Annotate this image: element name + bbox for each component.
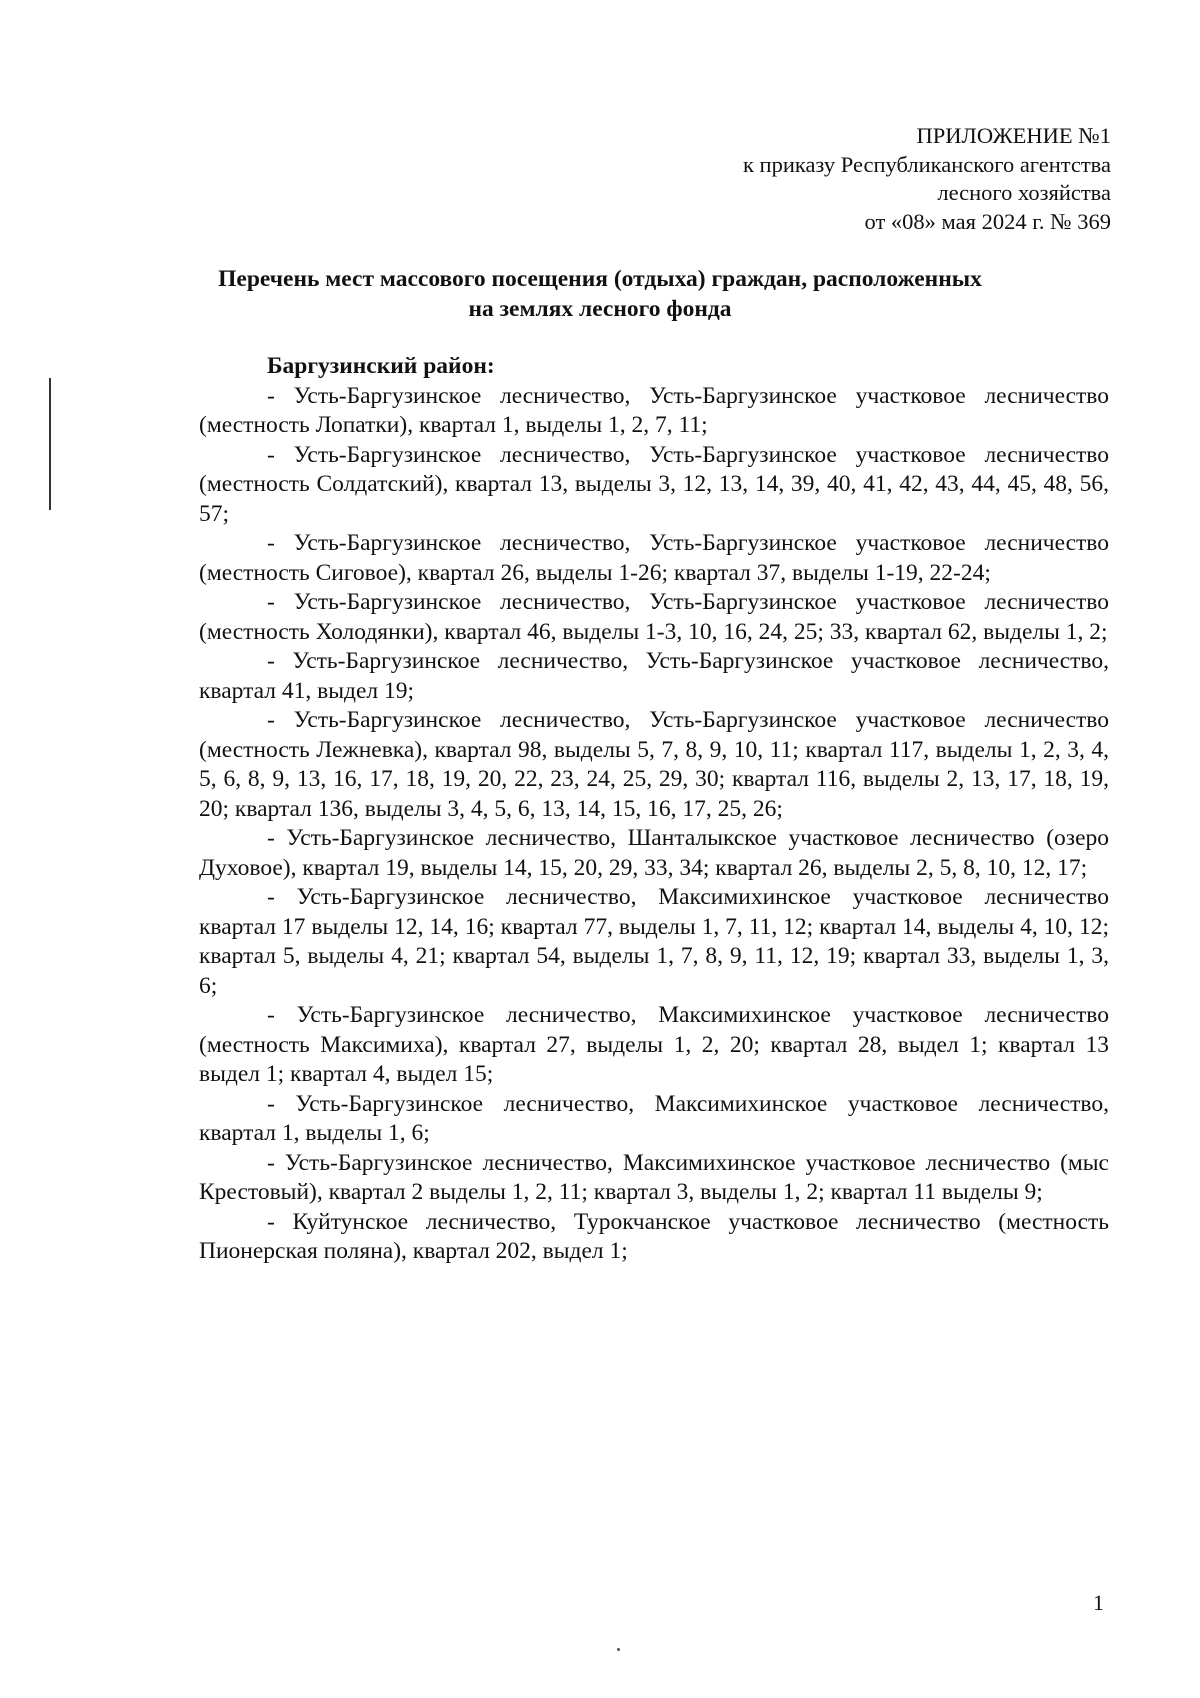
list-item: - Усть-Баргузинское лесничество, Усть-Баргузинское участковое лесничество (местность Лопатки), квартал 1, выделы 1, 2, 7, 11;: [199, 382, 1109, 438]
appendix-number: ПРИЛОЖЕНИЕ №1: [916, 123, 1111, 148]
agency-name: лесного хозяйства: [937, 180, 1111, 205]
document-body: [199, 352, 1109, 1267]
list-item: - Усть-Баргузинское лесничество, Максимихинское участковое лесничество квартал 17 выделы 12, 14, 16; квартал 77, выделы 1, 7, 11, 12; квартал 14, выделы 4, 10, 12; квартал 5, выделы 4, 21; квартал 54, выделы 1, 7, 8, 9, 11, 12, 19; квартал 33, выделы 1, 3, 6;: [199, 884, 1109, 999]
list-item: - Усть-Баргузинское лесничество, Усть-Баргузинское участковое лесничество, квартал 41, выдел 19;: [199, 648, 1109, 704]
list-item: - Усть-Баргузинское лесничество, Усть-Баргузинское участковое лесничество (местность Сиговое), квартал 26, выделы 1-26; квартал 37, выделы 1-19, 22-24;: [199, 530, 1109, 586]
order-date-number: от «08» мая 2024 г. № 369: [864, 208, 1111, 234]
list-item: - Усть-Баргузинское лесничество, Максимихинское участковое лесничество, квартал 1, выделы 1, 6;: [199, 1090, 1109, 1146]
appendix-header: [743, 122, 1111, 236]
scan-margin-mark: [49, 424, 51, 510]
list-item: - Усть-Баргузинское лесничество, Усть-Баргузинское участковое лесничество (местность Холодянки), квартал 46, выделы 1-3, 10, 16, 24, 25; 33, квартал 62, выделы 1, 2;: [199, 589, 1109, 645]
document-title: [0, 264, 1200, 324]
list-item: - Усть-Баргузинское лесничество, Усть-Баргузинское участковое лесничество (местность Солдатский), квартал 13, выделы 3, 12, 13, 14, 39, 40, 41, 42, 43, 44, 45, 48, 56, 57;: [199, 441, 1109, 527]
list-item: - Усть-Баргузинское лесничество, Усть-Баргузинское участковое лесничество (местность Лежневка), квартал 98, выделы 5, 7, 8, 9, 10, 11; квартал 117, выделы 1, 2, 3, 4, 5, 6, 8, 9, 13, 16, 17, 18, 19, 20, 22, 23, 24, 25, 29, 30; квартал 116, выделы 2, 13, 17, 18, 19, 20; квартал 136, выделы 3, 4, 5, 6, 13, 14, 15, 16, 17, 25, 26;: [199, 707, 1109, 822]
order-reference: к приказу Республиканского агентства: [742, 151, 1111, 177]
page-number: 1: [1093, 1590, 1104, 1615]
scan-dot-mark: [617, 1648, 620, 1651]
list-item: - Усть-Баргузинское лесничество, Максимихинское участковое лесничество (мыс Крестовый), квартал 2 выделы 1, 2, 11; квартал 3, выделы 1, 2; квартал 11 выделы 9;: [199, 1149, 1109, 1205]
list-item: - Усть-Баргузинское лесничество, Шанталыкское участковое лесничество (озеро Духовое), квартал 19, выделы 14, 15, 20, 29, 33, 34; квартал 26, выделы 2, 5, 8, 10, 12, 17;: [199, 825, 1109, 881]
list-item: - Усть-Баргузинское лесничество, Максимихинское участковое лесничество (местность Максимиха), квартал 27, выделы 1, 2, 20; квартал 28, выдел 1; квартал 13 выдел 1; квартал 4, выдел 15;: [199, 1002, 1109, 1087]
title-line: Перечень мест массового посещения (отдыха) граждан, расположенных: [218, 266, 982, 292]
district-heading: Баргузинский район:: [267, 353, 495, 379]
list-item: - Куйтунское лесничество, Турокчанское участковое лесничество (местность Пионерская поляна), квартал 202, выдел 1;: [199, 1208, 1109, 1264]
title-line: на землях лесного фонда: [468, 296, 732, 322]
